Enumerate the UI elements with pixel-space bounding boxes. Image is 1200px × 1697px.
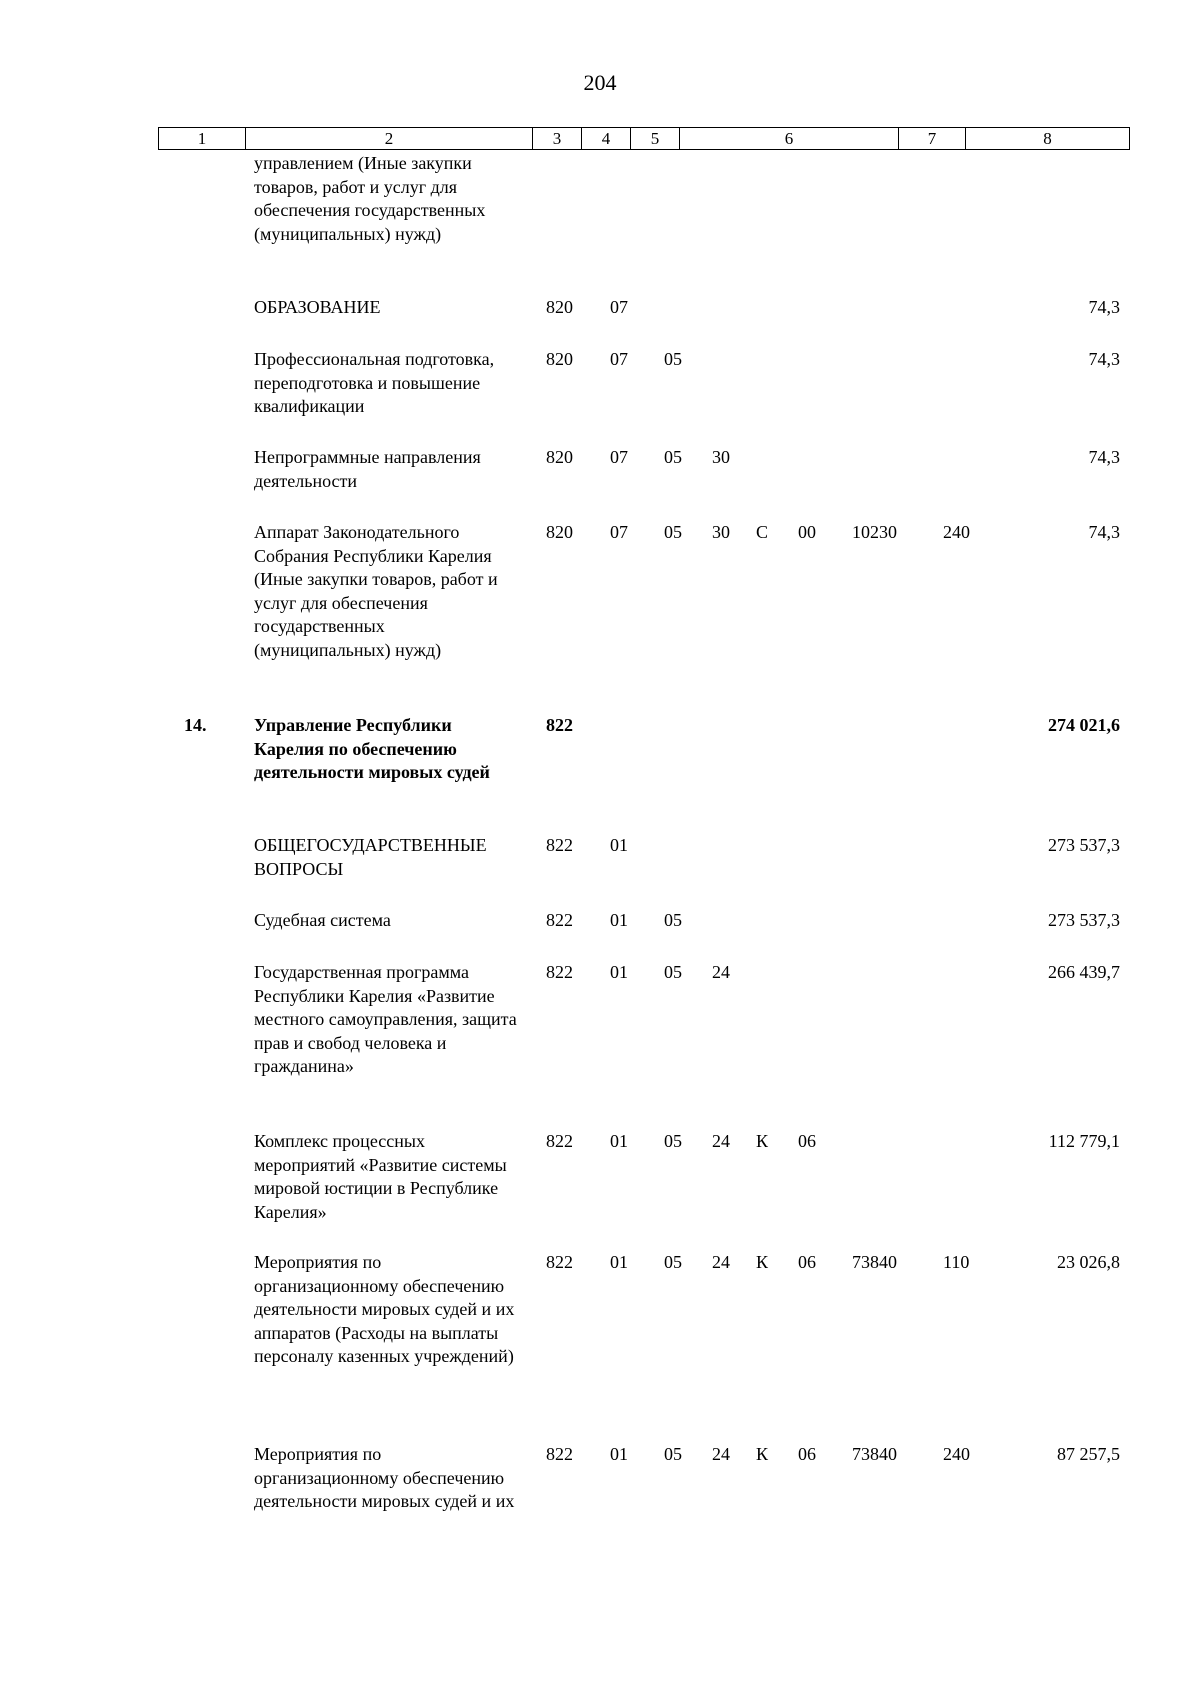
row-name: Мероприятия по организационному обеспечению деятельности мировых судей и их аппаратов (Расходы на выплаты персоналу казенных учреждений): [254, 1252, 515, 1366]
col-5-value: 05: [664, 1444, 682, 1464]
col-8-value: 87 257,5: [1057, 1444, 1120, 1464]
col-7-value: 240: [943, 1444, 970, 1464]
col-7-value: 110: [943, 1252, 970, 1272]
col-7-value: 240: [943, 522, 970, 542]
col-6b-value: К: [756, 1252, 769, 1272]
row-name: Судебная система: [254, 910, 391, 930]
row-name: Государственная программа Республики Карелия «Развитие местного самоуправления, защита прав и свобод человека и гражданина»: [254, 962, 517, 1076]
col-4-value: 07: [610, 297, 628, 317]
col-6c-value: 06: [798, 1444, 816, 1464]
col-4-value: 07: [610, 522, 628, 542]
header-col-6: 6: [680, 128, 899, 149]
col-6a-value: 24: [712, 1444, 730, 1464]
row-name: Комплекс процессных мероприятий «Развитие системы мировой юстиции в Республике Карелия»: [254, 1131, 507, 1222]
col-6d-value: 73840: [852, 1252, 897, 1272]
col-5-value: 05: [664, 447, 682, 467]
col-6a-value: 24: [712, 1131, 730, 1151]
col-5-value: 05: [664, 1252, 682, 1272]
col-8-value: 74,3: [1088, 297, 1120, 317]
col-3-value: 822: [546, 910, 573, 930]
col-4-value: 01: [610, 1131, 628, 1151]
row-name: Аппарат Законодательного Собрания Республики Карелия (Иные закупки товаров, работ и услуг для обеспечения государственных (муниципальных) нужд): [254, 522, 498, 660]
col-8-value: 273 537,3: [1048, 835, 1120, 855]
col-3-value: 820: [546, 349, 573, 369]
col-4-value: 01: [610, 1444, 628, 1464]
row-name: Мероприятия по организационному обеспечению деятельности мировых судей и их: [254, 1444, 515, 1511]
col-6c-value: 06: [798, 1252, 816, 1272]
col-8-value: 273 537,3: [1048, 910, 1120, 930]
row-name: Непрограммные направления деятельности: [254, 447, 481, 491]
col-8-value: 74,3: [1088, 349, 1120, 369]
header-col-2: 2: [246, 128, 533, 149]
col-3-value: 822: [546, 1444, 573, 1464]
header-col-7: 7: [899, 128, 966, 149]
col-6b-value: К: [756, 1131, 769, 1151]
col-6d-value: 10230: [852, 522, 897, 542]
header-col-3: 3: [533, 128, 582, 149]
header-col-1: 1: [159, 128, 246, 149]
col-8-value: 112 779,1: [1048, 1131, 1120, 1151]
col-8-value: 74,3: [1088, 522, 1120, 542]
col-3-value: 820: [546, 447, 573, 467]
col-3-value: 822: [546, 715, 573, 735]
col-8-value: 74,3: [1088, 447, 1120, 467]
col-6a-value: 30: [712, 447, 730, 467]
col-3-value: 820: [546, 297, 573, 317]
col-3-value: 822: [546, 1131, 573, 1151]
col-5-value: 05: [664, 1131, 682, 1151]
row-name: Профессиональная подготовка, переподготовка и повышение квалификации: [254, 349, 495, 416]
col-6a-value: 24: [712, 962, 730, 982]
header-col-8: 8: [1043, 129, 1052, 148]
header-col-4: 4: [582, 128, 631, 149]
row-name: управлением (Иные закупки товаров, работ и услуг для обеспечения государственных (муниципальных) нужд): [254, 153, 486, 244]
col-6c-value: 06: [798, 1131, 816, 1151]
header-col-5: 5: [631, 128, 680, 149]
col-6c-value: 00: [798, 522, 816, 542]
col-4-value: 01: [610, 910, 628, 930]
col-4-value: 01: [610, 962, 628, 982]
col-3-value: 822: [546, 835, 573, 855]
col-6b-value: С: [756, 522, 769, 542]
col-6d-value: 73840: [852, 1444, 897, 1464]
col-5-value: 05: [664, 962, 682, 982]
col-4-value: 01: [610, 1252, 628, 1272]
table-header: [158, 127, 1130, 150]
col-3-value: 822: [546, 1252, 573, 1272]
col-8-value: 266 439,7: [1048, 962, 1120, 982]
col-3-value: 822: [546, 962, 573, 982]
col-4-value: 07: [610, 349, 628, 369]
row-name: ОБРАЗОВАНИЕ: [254, 297, 381, 317]
col-8-value: 23 026,8: [1057, 1252, 1120, 1272]
row-name: ОБЩЕГОСУДАРСТВЕННЫЕ ВОПРОСЫ: [254, 835, 487, 879]
col-5-value: 05: [664, 910, 682, 930]
col-4-value: 07: [610, 447, 628, 467]
row-number: 14.: [184, 715, 207, 735]
page-number: 204: [583, 70, 617, 95]
col-8-value: 274 021,6: [1048, 715, 1120, 735]
col-6a-value: 30: [712, 522, 730, 542]
col-6b-value: К: [756, 1444, 769, 1464]
col-5-value: 05: [664, 522, 682, 542]
row-name: Управление Республики Карелия по обеспечению деятельности мировых судей: [254, 715, 490, 782]
col-3-value: 820: [546, 522, 573, 542]
col-5-value: 05: [664, 349, 682, 369]
col-4-value: 01: [610, 835, 628, 855]
col-6a-value: 24: [712, 1252, 730, 1272]
